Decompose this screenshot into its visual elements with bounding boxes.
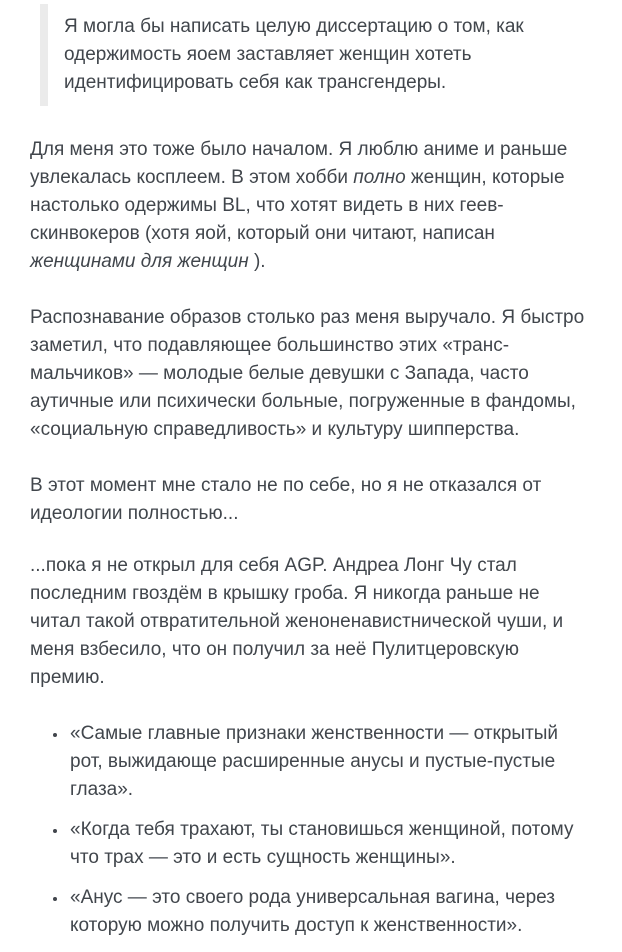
- list-item: [68, 720, 594, 804]
- list-item-text: «Анус — это своего рода универсальная вагина, через которую можно получить доступ к женственности».: [70, 887, 556, 936]
- list-item: [68, 884, 594, 940]
- paragraph-1-run-3-italic: женщинами для женщин: [30, 251, 249, 272]
- blockquote-text: Я могла бы написать целую диссертацию о том, как одержимость яоем заставляет женщин хотеть идентифицировать себя как трансгендеры.: [64, 16, 524, 93]
- paragraph-1-run-1-italic: полно: [353, 167, 406, 188]
- list-item: [68, 816, 594, 872]
- paragraph-1-run-2: женщин, которые настолько одержимы BL, что хотят видеть в них геев-скинвокеров (хотя яой, который они читают, написан: [30, 167, 565, 244]
- paragraph-1-run-0: Для меня это тоже было началом. Я люблю аниме и раньше увлекалась косплеем. В этом хобби: [30, 139, 568, 188]
- paragraph-2: Распознавание образов столько раз меня выручало. Я быстро заметил, что подавляющее большинство этих «транс-мальчиков» — молодые белые девушки с Запада, часто аутичные или психически больные, погруженные в фандомы, «социальную справедливость» и культуру шипперства.: [30, 307, 585, 440]
- blockquote: [40, 4, 594, 106]
- paragraph-1-run-4: ).: [248, 251, 266, 272]
- list-item-text: «Когда тебя трахают, ты становишься женщиной, потому что трах — это и есть сущность женщины».: [70, 819, 574, 868]
- quote-list: [30, 720, 594, 940]
- paragraph-4: ...пока я не открыл для себя AGP. Андреа Лонг Чу стал последним гвоздём в крышку гроба. Я никогда раньше не читал такой отвратительной женоненавистнической чуши, и меня взбесило, что он получил за неё Пулитцеровскую премию.: [30, 555, 564, 688]
- paragraph-1: [30, 136, 594, 276]
- paragraph-3: В этот момент мне стало не по себе, но я не отказался от идеологии полностью...: [30, 475, 542, 524]
- list-item-text: «Самые главные признаки женственности — открытый рот, выжидающе расширенные анусы и пустые-пустые глаза».: [70, 723, 559, 800]
